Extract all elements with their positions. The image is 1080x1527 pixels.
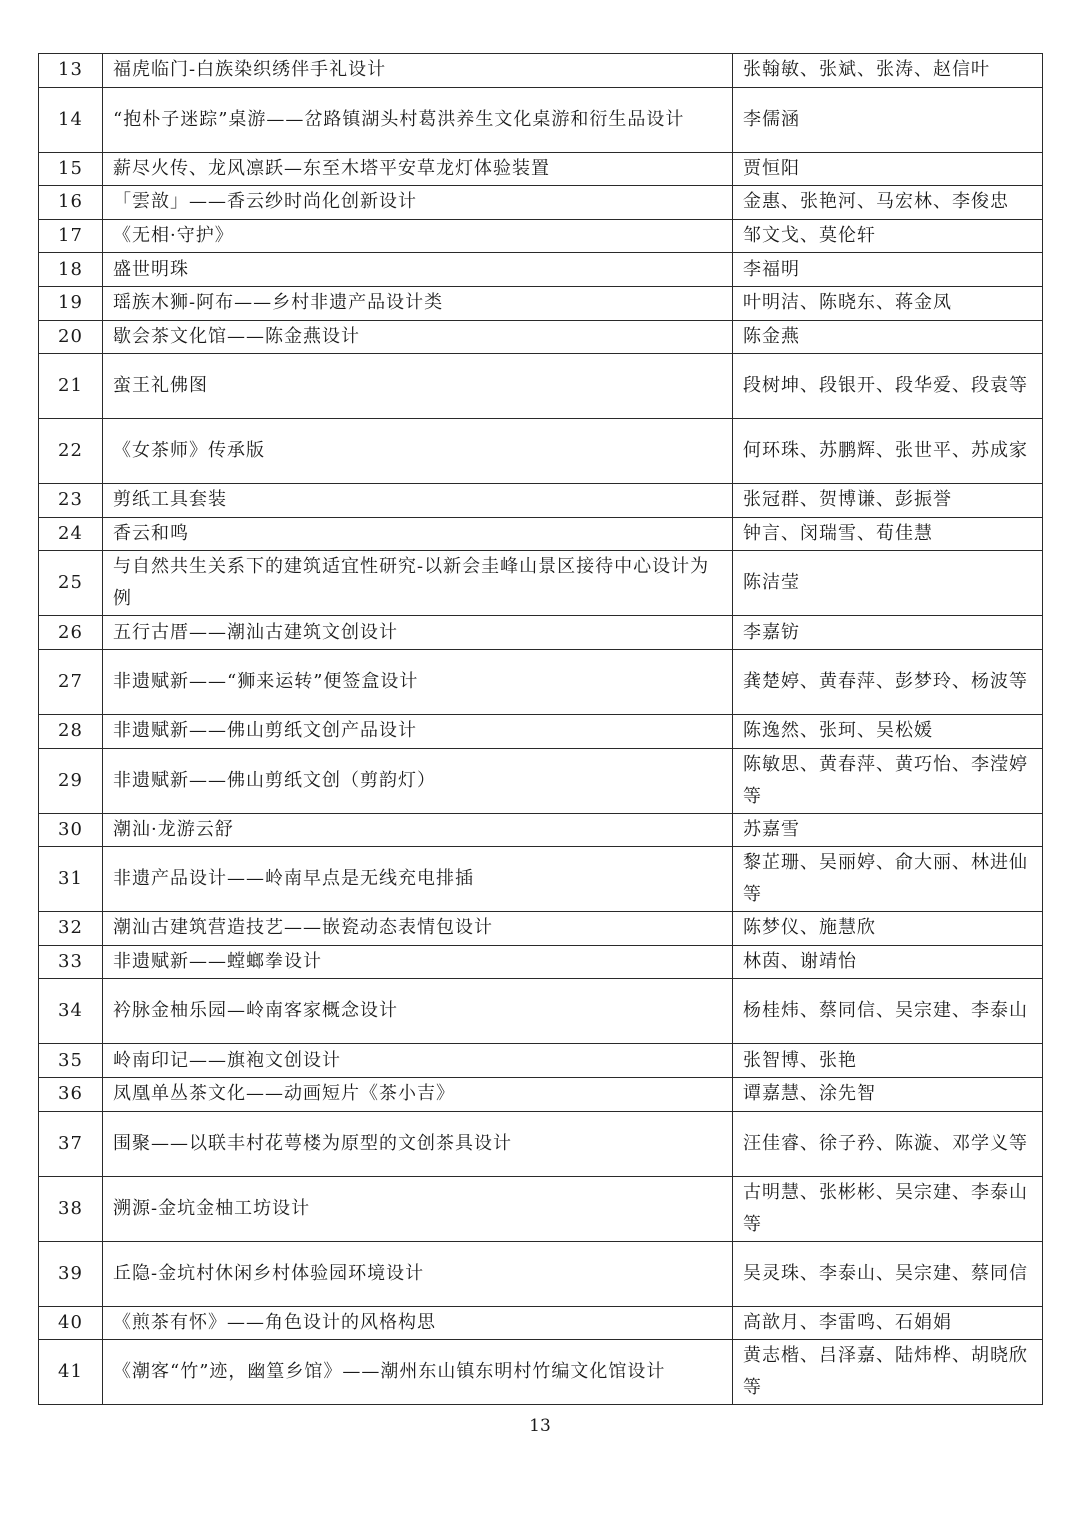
row-number: 21 [39,354,103,419]
work-title: 瑶族木狮-阿布——乡村非遗产品设计类 [103,286,733,320]
work-authors: 龚楚婷、黄春萍、彭梦玲、杨波等 [733,649,1043,714]
award-table [38,53,1043,1405]
table-row [39,1241,1043,1306]
work-authors: 邹文戈、莫伦轩 [733,219,1043,253]
table-row [39,1176,1043,1241]
row-number: 20 [39,320,103,354]
row-number: 33 [39,945,103,979]
work-authors: 何环珠、苏鹏辉、张世平、苏成家 [733,419,1043,484]
work-title: 岭南印记——旗袍文创设计 [103,1044,733,1078]
work-title: 《无相·守护》 [103,219,733,253]
row-number: 13 [39,54,103,88]
table-row [39,912,1043,946]
work-title: 衿脉金柚乐园—岭南客家概念设计 [103,979,733,1044]
row-number: 36 [39,1077,103,1111]
work-title: “抱朴子迷踪”桌游——岔路镇湖头村葛洪养生文化桌游和衍生品设计 [103,87,733,152]
table-row [39,54,1043,88]
table-row [39,1340,1043,1405]
work-authors: 汪佳睿、徐子矜、陈漩、邓学义等 [733,1111,1043,1176]
work-title: 《煎茶有怀》——角色设计的风格构思 [103,1306,733,1340]
row-number: 16 [39,186,103,220]
work-title: 与自然共生关系下的建筑适宜性研究-以新会圭峰山景区接待中心设计为例 [103,551,733,616]
table-row [39,813,1043,847]
table-row [39,714,1043,748]
work-authors: 张智博、张艳 [733,1044,1043,1078]
work-authors: 李嘉钫 [733,616,1043,650]
work-title: 香云和鸣 [103,517,733,551]
table-row [39,87,1043,152]
row-number: 19 [39,286,103,320]
table-row [39,979,1043,1044]
table-body [39,54,1043,1405]
work-authors: 黄志楷、吕泽嘉、陆炜桦、胡晓欣等 [733,1340,1043,1405]
row-number: 38 [39,1176,103,1241]
work-title: 丘隐-金坑村休闲乡村体验园环境设计 [103,1241,733,1306]
work-authors: 高歆月、李雷鸣、石娟娟 [733,1306,1043,1340]
table-row [39,1044,1043,1078]
work-authors: 李福明 [733,253,1043,287]
work-title: 凤凰单丛茶文化——动画短片《茶小吉》 [103,1077,733,1111]
work-authors: 吴灵珠、李泰山、吴宗建、蔡同信 [733,1241,1043,1306]
work-title: 围聚——以联丰村花萼楼为原型的文创茶具设计 [103,1111,733,1176]
work-authors: 段树坤、段银开、段华爱、段袁等 [733,354,1043,419]
work-title: 剪纸工具套装 [103,484,733,518]
table-row [39,748,1043,813]
row-number: 23 [39,484,103,518]
work-authors: 贾恒阳 [733,152,1043,186]
work-title: 溯源-金坑金柚工坊设计 [103,1176,733,1241]
row-number: 41 [39,1340,103,1405]
row-number: 39 [39,1241,103,1306]
table-row [39,945,1043,979]
row-number: 18 [39,253,103,287]
row-number: 17 [39,219,103,253]
work-authors: 钟言、闵瑞雪、荀佳慧 [733,517,1043,551]
row-number: 37 [39,1111,103,1176]
table-row [39,152,1043,186]
work-authors: 陈梦仪、施慧欣 [733,912,1043,946]
table-row [39,186,1043,220]
work-title: 非遗赋新——佛山剪纸文创（剪韵灯） [103,748,733,813]
work-authors: 杨桂炜、蔡同信、吴宗建、李泰山 [733,979,1043,1044]
table-row [39,253,1043,287]
work-title: 非遗赋新——“狮来运转”便签盒设计 [103,649,733,714]
work-title: 潮汕古建筑营造技艺——嵌瓷动态表情包设计 [103,912,733,946]
work-authors: 陈逸然、张珂、吴松媛 [733,714,1043,748]
table-row [39,219,1043,253]
table-row [39,649,1043,714]
row-number: 31 [39,847,103,912]
row-number: 29 [39,748,103,813]
table-row [39,1111,1043,1176]
table-row [39,320,1043,354]
table-row [39,517,1043,551]
table-row [39,551,1043,616]
work-title: 薪尽火传、龙风凛跃—东至木塔平安草龙灯体验装置 [103,152,733,186]
row-number: 27 [39,649,103,714]
row-number: 26 [39,616,103,650]
table-row [39,354,1043,419]
work-title: 非遗赋新——佛山剪纸文创产品设计 [103,714,733,748]
work-title: 《女茶师》传承版 [103,419,733,484]
work-title: 五行古厝——潮汕古建筑文创设计 [103,616,733,650]
row-number: 30 [39,813,103,847]
work-title: 蛮王礼佛图 [103,354,733,419]
table-row [39,1306,1043,1340]
work-authors: 李儒涵 [733,87,1043,152]
work-authors: 陈金燕 [733,320,1043,354]
work-authors: 陈洁莹 [733,551,1043,616]
work-authors: 张冠群、贺博谦、彭振誉 [733,484,1043,518]
row-number: 28 [39,714,103,748]
row-number: 40 [39,1306,103,1340]
work-authors: 谭嘉慧、涂先智 [733,1077,1043,1111]
work-title: 「雲敨」——香云纱时尚化创新设计 [103,186,733,220]
work-title: 非遗产品设计——岭南早点是无线充电排插 [103,847,733,912]
work-authors: 金惠、张艳河、马宏林、李俊忠 [733,186,1043,220]
table-row [39,419,1043,484]
row-number: 35 [39,1044,103,1078]
work-title: 非遗赋新——螳螂拳设计 [103,945,733,979]
row-number: 15 [39,152,103,186]
work-authors: 张翰敏、张斌、张涛、赵信叶 [733,54,1043,88]
row-number: 25 [39,551,103,616]
row-number: 34 [39,979,103,1044]
work-title: 盛世明珠 [103,253,733,287]
row-number: 14 [39,87,103,152]
page-number: 13 [529,1416,551,1436]
work-title: 福虎临门-白族染织绣伴手礼设计 [103,54,733,88]
table-row [39,286,1043,320]
work-authors: 叶明洁、陈晓东、蒋金凤 [733,286,1043,320]
table-row [39,847,1043,912]
row-number: 24 [39,517,103,551]
work-title: 《潮客“竹”迹，幽篁乡馆》——潮州东山镇东明村竹编文化馆设计 [103,1340,733,1405]
work-title: 潮汕·龙游云舒 [103,813,733,847]
row-number: 22 [39,419,103,484]
work-authors: 陈敏思、黄春萍、黄巧怡、李滢婷等 [733,748,1043,813]
work-authors: 黎芷珊、吴丽婷、俞大丽、林进仙等 [733,847,1043,912]
table-row [39,1077,1043,1111]
work-authors: 古明慧、张彬彬、吴宗建、李泰山等 [733,1176,1043,1241]
table-row [39,484,1043,518]
work-title: 歇会茶文化馆——陈金燕设计 [103,320,733,354]
table-row [39,616,1043,650]
work-authors: 林茵、谢靖怡 [733,945,1043,979]
work-authors: 苏嘉雪 [733,813,1043,847]
row-number: 32 [39,912,103,946]
